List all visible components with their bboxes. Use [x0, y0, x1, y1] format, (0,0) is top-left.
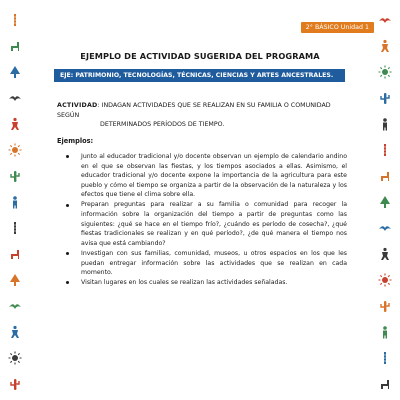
figure-icon — [378, 324, 392, 338]
bullet-icon — [66, 252, 69, 255]
dancer-icon — [378, 246, 392, 260]
list-item — [65, 200, 347, 248]
quena-icon — [8, 220, 22, 234]
tree-icon — [8, 64, 22, 78]
sun-icon — [378, 64, 392, 78]
sun-icon — [378, 272, 392, 286]
examples-label: Ejemplos: — [57, 137, 94, 145]
grade-unit-badge: 2° BÁSICO Unidad 1 — [301, 22, 374, 33]
activity-block — [57, 101, 347, 130]
page-title: EJEMPLO DE ACTIVIDAD SUGERIDA DEL PROGRAMA — [80, 51, 320, 61]
bullet-icon — [66, 204, 69, 207]
dancer-icon — [8, 324, 22, 338]
sun-icon — [8, 350, 22, 364]
list-item — [65, 249, 347, 278]
activity-colon: : — [97, 102, 102, 109]
example-text: Investigan con sus familias, comunidad, museos, u otros espacios en los que les puedan entregar información sobre las actividades que se realizan en cada momento. — [81, 249, 347, 277]
cactus-icon — [8, 168, 22, 182]
quena-icon — [378, 142, 392, 156]
bird-icon — [8, 298, 22, 312]
dancer-icon — [8, 116, 22, 130]
llama-icon — [378, 376, 392, 390]
llama-icon — [8, 246, 22, 260]
axis-banner: EJE: PATRIMONIO, TECNOLOGÍAS, TÉCNICAS, CIENCIAS Y ARTES ANCESTRALES. — [54, 69, 345, 82]
quena-icon — [378, 350, 392, 364]
quena-icon — [8, 12, 22, 26]
bird-icon — [378, 12, 392, 26]
bird-icon — [378, 220, 392, 234]
example-text: Junto al educador tradicional y/o docente observan un ejemplo de calendario andino en el que se observan las fiestas, y los tiempos asociados a ellas. Asimismo, el educador tradicional y/o docente expone la importancia de la agricultura para este pueblo y cómo el tiempo se organiza a partir de la observación de la naturaleza y los efectos que tiene el clima sobre ella. — [81, 153, 347, 199]
figure-icon — [378, 116, 392, 130]
sun-icon — [8, 142, 22, 156]
activity-line-1: INDAGAN ACTIVIDADES QUE SE REALIZAN EN SU FAMILIA O COMUNIDAD SEGÚN — [57, 102, 331, 119]
list-item — [65, 152, 347, 200]
examples-list — [65, 152, 347, 288]
bird-icon — [8, 90, 22, 104]
right-decorative-border — [378, 8, 392, 398]
activity-line-2: DETERMINADOS PERÍODOS DE TIEMPO. — [100, 121, 225, 128]
example-text: Visitan lugares en los cuales se realizan las actividades señaladas. — [81, 279, 288, 287]
dancer-icon — [378, 38, 392, 52]
cactus-icon — [8, 376, 22, 390]
example-text: Preparan preguntas para realizar a su familia o comunidad para recoger la información sobre la organización del tiempo a partir de preguntas como las siguientes: ¿qué se hace en el tiempo frío?, ¿cuándo es período de cosecha?, ¿qué fiestas tradicionales se realizan y en qué período?, ¿de qué manera el tiempo nos avisa que está cambiando? — [81, 201, 347, 247]
bullet-icon — [66, 281, 69, 284]
llama-icon — [378, 168, 392, 182]
cactus-icon — [378, 90, 392, 104]
list-item — [65, 278, 347, 288]
cactus-icon — [378, 298, 392, 312]
figure-icon — [8, 194, 22, 208]
activity-label: ACTIVIDAD — [57, 102, 98, 109]
bullet-icon — [66, 155, 69, 158]
tree-icon — [8, 272, 22, 286]
tree-icon — [378, 194, 392, 208]
left-decorative-border — [8, 8, 22, 398]
llama-icon — [8, 38, 22, 52]
